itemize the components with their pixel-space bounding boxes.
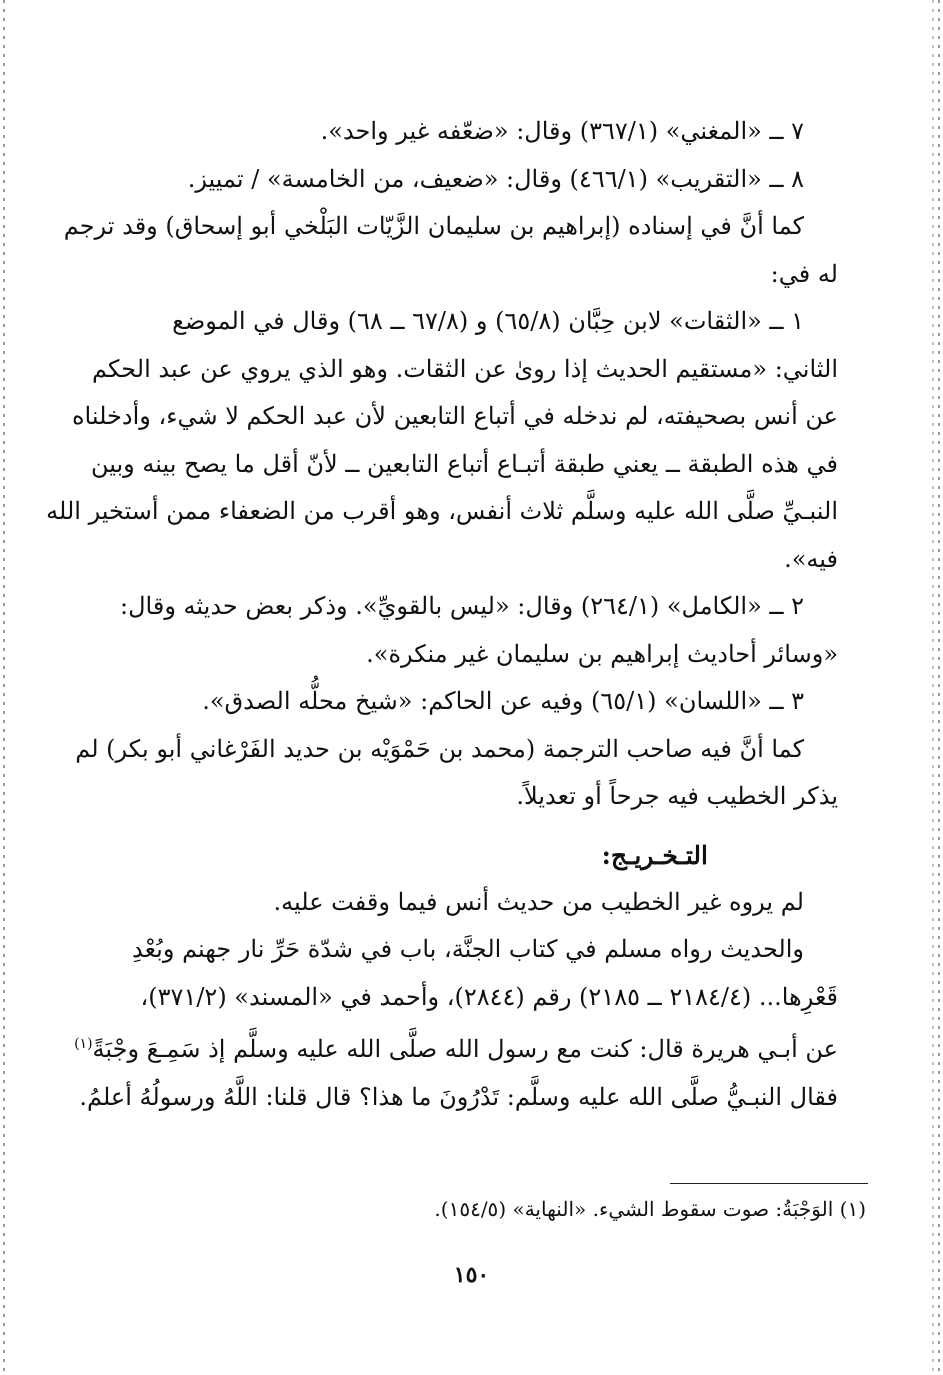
paragraph-line: قَعْرِها... (٢١٨٤/٤ ــ ٢١٨٥) رقم (٢٨٤٤)، وأحمد في «المسند» (٣٧١/٢)، bbox=[140, 982, 838, 1011]
scan-edge-left bbox=[3, 0, 5, 1375]
source-line-2: ٢ ــ «الكامل» (٢٦٤/١) وقال: «ليس بالقويِّ». وذكر بعض حديثه وقال: bbox=[120, 592, 804, 620]
paragraph-line: في هذه الطبقة ــ يعني طبقة أتبـاع أتباع التابعين ــ لأنّ أقل ما يصح بينه وبين bbox=[90, 449, 838, 478]
paragraph-line: والحديث رواه مسلم في كتاب الجنَّة، باب في شدّة حَرِّ نار جهنم وبُعْدِ bbox=[132, 935, 804, 963]
paragraph-line: النبـيِّ صلَّى الله عليه وسلَّم ثلاث أنفس، وهو أقرب من الضعفاء ممن أستخير الله bbox=[46, 497, 838, 525]
source-line-8: ٨ ــ «التقريب» (٤٦٦/١) وقال: «ضعيف، من الخامسة» / تمييز. bbox=[187, 164, 804, 193]
paragraph-line: «وسائر أحاديث إبراهيم بن سليمان غير منكرة». bbox=[366, 639, 838, 668]
paragraph-line: يذكر الخطيب فيه جرحاً أو تعديلاً. bbox=[516, 782, 838, 810]
paragraph-line: له في: bbox=[770, 259, 838, 288]
paragraph-line: عن أنس بصحيفته، لم ندخله في أتباع التابعين لأن عبد الحكم لا شيء، وأدخلناه bbox=[71, 402, 838, 430]
paragraph-line: لم يروه غير الخطيب من حديث أنس فيما وقفت عليه. bbox=[273, 887, 804, 916]
footnote-reference: (١) bbox=[74, 1036, 93, 1052]
source-line-3: ٣ ــ «اللسان» (٦٥/١) وفيه عن الحاكم: «شيخ محلُّه الصدق». bbox=[202, 687, 804, 715]
paragraph-line: فيه». bbox=[784, 544, 838, 573]
footnote: (١) الوَجْبَةُ: صوت سقوط الشيء. «النهاية» (١٥٤/٥). bbox=[434, 1197, 866, 1221]
source-line-7: ٧ ــ «المغني» (٣٦٧/١) وقال: «ضعّفه غير واحد». bbox=[320, 117, 804, 145]
paragraph-line: فقال النبـيُّ صلَّى الله عليه وسلَّم: تَدْرُونَ ما هذا؟ قال قلنا: اللَّهُ ورسولُهُ أعلمُ. bbox=[79, 1082, 838, 1111]
page-body bbox=[46, 108, 838, 1121]
source-line-1: ١ ــ «الثقات» لابن حِبَّان (٦٥/٨) و (٦٧/٨ ــ ٦٨) وقال في الموضع bbox=[172, 307, 804, 335]
footnote-divider bbox=[670, 1183, 868, 1184]
page-number: ١٥٠ bbox=[453, 1262, 490, 1288]
scan-edge-right-inner bbox=[932, 0, 934, 1375]
paragraph-line: كما أنَّ في إسناده (إبراهيم بن سليمان الزَّيّات البَلْخي أبو إسحاق) وقد ترجم bbox=[63, 212, 804, 240]
paragraph-text: عن أبـي هريرة قال: كنت مع رسول الله صلَّى الله عليه وسلَّم إذ سَمِـعَ وجْبَةً bbox=[92, 1035, 838, 1063]
paragraph-line bbox=[74, 1021, 838, 1074]
paragraph-line: الثاني: «مستقيم الحديث إذا روىٰ عن الثقات. وهو الذي يروي عن عبد الحكم bbox=[92, 354, 838, 383]
section-heading: التـخـريـج: bbox=[601, 840, 708, 870]
scan-edge-right bbox=[938, 0, 940, 1375]
paragraph-line: كما أنَّ فيه صاحب الترجمة (محمد بن حَمْوَيْه بن حديد الفَرْغاني أبو بكر) لم bbox=[75, 734, 804, 763]
